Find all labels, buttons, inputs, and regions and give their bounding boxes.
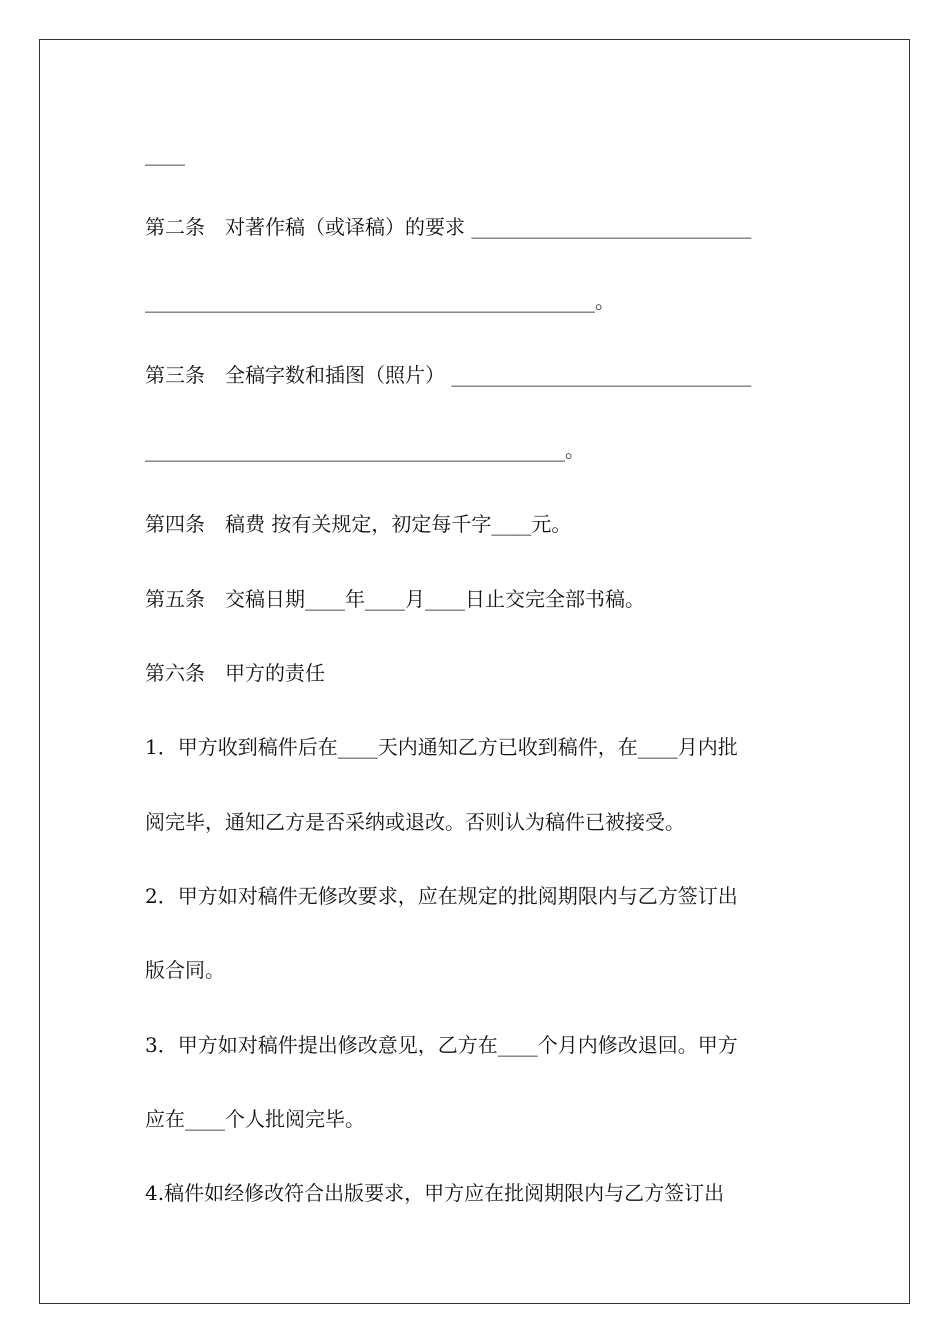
article-2-continuation: _____________________________________________。	[145, 289, 615, 313]
clause-3-line-1: 3．甲方如对稿件提出修改意见，乙方在____个月内修改退回。甲方	[145, 1033, 738, 1057]
clause-1-line-2: 阅完毕，通知乙方是否采纳或退改。否则认为稿件已被接受。	[145, 810, 685, 834]
clause-3-line-2: 应在____个人批阅完毕。	[145, 1107, 365, 1131]
clause-4-line-1: 4.稿件如经修改符合出版要求，甲方应在批阅期限内与乙方签订出	[145, 1181, 725, 1205]
article-6-heading: 第六条 甲方的责任	[145, 661, 325, 685]
article-5-line: 第五条 交稿日期____年____月____日止交完全部书稿。	[145, 587, 645, 611]
clause-2-line-2: 版合同。	[145, 958, 225, 982]
article-3-line: 第三条 全稿字数和插图（照片） ______________________________	[145, 363, 752, 387]
text-line-1: ____	[145, 142, 185, 166]
article-3-continuation: __________________________________________。	[145, 438, 585, 462]
clause-1-line-1: 1．甲方收到稿件后在____天内通知乙方已收到稿件，在____月内批	[145, 735, 738, 759]
article-4-line: 第四条 稿费 按有关规定，初定每千字____元。	[145, 512, 572, 536]
clause-2-line-1: 2．甲方如对稿件无修改要求，应在规定的批阅期限内与乙方签订出	[145, 884, 738, 908]
article-2-line: 第二条 对著作稿（或译稿）的要求 ____________________________	[145, 215, 752, 239]
